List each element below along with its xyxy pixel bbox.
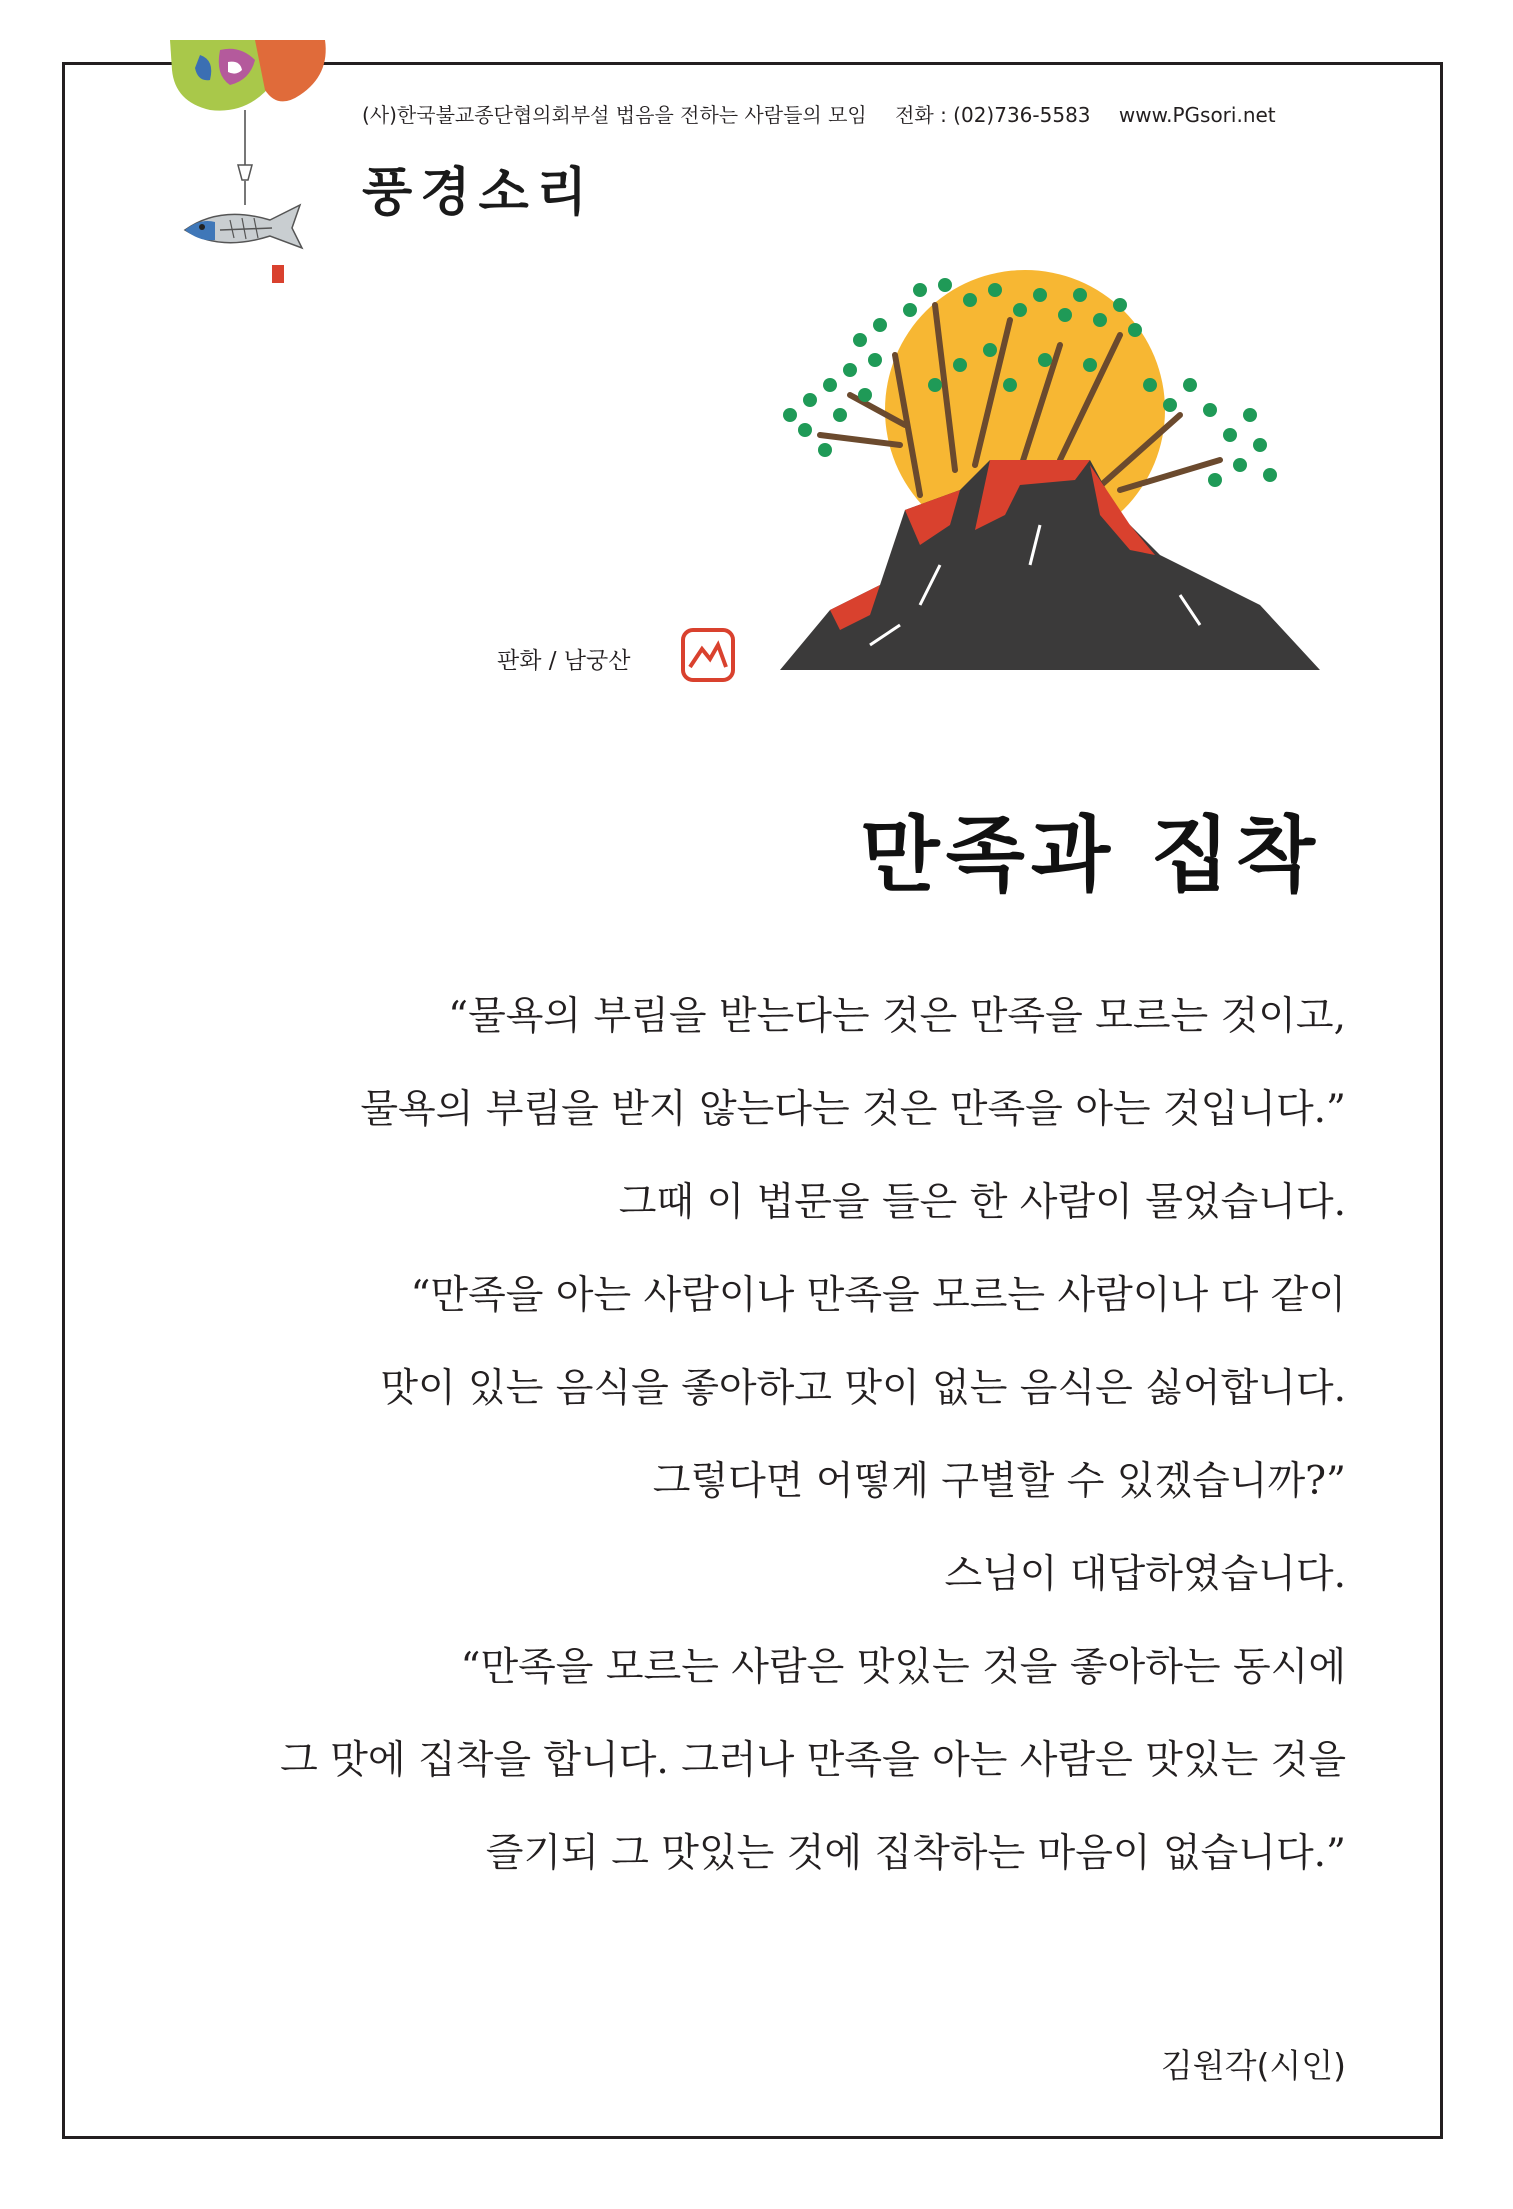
brand-title: 풍경소리 xyxy=(362,162,595,223)
body-line: 그 맛에 집착을 합니다. 그러나 만족을 아는 사람은 맛있는 것을 xyxy=(280,1738,1346,1783)
body-line: “만족을 모르는 사람은 맛있는 것을 좋아하는 동시에 xyxy=(460,1645,1346,1690)
body-line: 스님이 대답하였습니다. xyxy=(944,1552,1346,1597)
author-name: 김원각(시인) xyxy=(1160,2046,1346,2085)
article-title: 만족과 집착 xyxy=(860,807,1321,903)
body-line: 즐기되 그 맛있는 것에 집착하는 마음이 없습니다.” xyxy=(485,1831,1346,1876)
artwork-caption: 판화 / 남궁산 xyxy=(497,648,631,674)
phone-number: 전화 : (02)736-5583 xyxy=(895,103,1091,127)
organization-info xyxy=(362,99,1298,128)
body-line: “물욕의 부림을 받는다는 것은 만족을 모르는 것이고, xyxy=(448,994,1346,1039)
website-link[interactable]: www.PGsori.net xyxy=(1118,103,1276,127)
wind-chime-fish-icon xyxy=(160,40,360,290)
article-body xyxy=(280,970,1346,1900)
org-name: (사)한국불교종단협의회부설 법음을 전하는 사람들의 모임 xyxy=(362,103,867,127)
mountain-seal-icon xyxy=(680,627,736,683)
body-line: “만족을 아는 사람이나 만족을 모르는 사람이나 다 같이 xyxy=(410,1273,1346,1318)
body-line: 그때 이 법문을 들은 한 사람이 물었습니다. xyxy=(618,1180,1346,1225)
body-line: 그렇다면 어떻게 구별할 수 있겠습니까?” xyxy=(652,1459,1346,1504)
sun-mountain-tree-woodcut-icon xyxy=(760,265,1340,690)
body-line: 물욕의 부림을 받지 않는다는 것은 만족을 아는 것입니다.” xyxy=(360,1087,1346,1132)
body-line: 맛이 있는 음식을 좋아하고 맛이 없는 음식은 싫어합니다. xyxy=(380,1366,1346,1411)
